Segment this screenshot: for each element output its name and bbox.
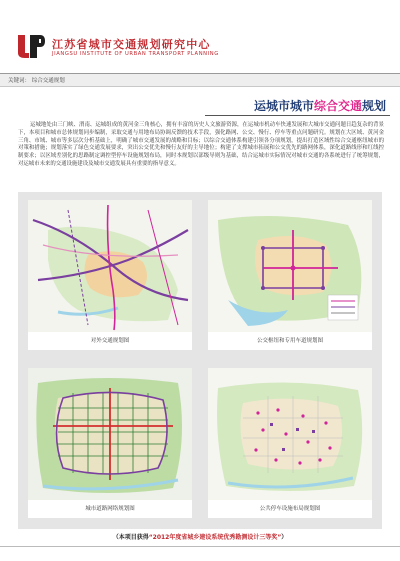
page-header [0,0,400,72]
keywords-bar [0,74,400,87]
award-name: “2012年度省城乡建设系统优秀勘测设计三等奖” [148,534,282,541]
map-caption: 城市道路网络规划图 [85,506,135,512]
bus-hub-map [208,200,372,332]
external-transport-map-panel [28,200,192,350]
title-suffix: 规划 [361,99,386,113]
map-caption: 对外交通规划图 [90,338,130,344]
external-transport-map [28,200,192,332]
public-parking-map-panel [208,368,372,518]
page-title [254,97,386,114]
footer-divider [0,546,400,547]
keywords-text: 关键词： 综合交通规划 [8,78,65,84]
road-network-map [28,368,192,500]
institute-logo-icon [16,33,46,59]
org-name-en: JIANGSU INSTITUTE OF URBAN TRANSPORT PLANNING [52,51,219,57]
org-name-cn: 江苏省城市交通规划研究中心 [52,38,211,51]
title-rule [205,115,390,116]
road-network-map-panel [28,368,192,518]
award-note [0,532,400,541]
bus-hub-map-panel [208,200,372,350]
map-caption: 公共停车设施布局规划图 [259,506,321,512]
project-description: 运城地处由三门峡、渭南、运城组成的黄河金三角核心，拥有丰富的历史人文旅游资源，在运城市机动车快速发展和大城市交通问题日趋复杂的背景下，本项目和城市总体规划同步编制，采取交通与用地布局协调反馈的技术手段，强化路网、公交、慢行、停车等重点问题研究。规划在大区域、黄河金三角、市域、城市等多层次分析基础上，明确了城市交通发展的战略和目标；以综合交通体系构建引领各分项规划，提出打造区域性综合交通枢纽城市的对策和措施；规划落实了绿色交通发展要求，突出公交优先和慢行友好的主导地位；构建了支撑城市拓展和公交优先的路网体系，深化道路线形和红线控制要求；以区域差别化的思路制定调控型停车设施规划布局，同时本规划以部级导则为基础，结合运城市实际情况对城市交通的各系统进行了统筹规划，对运城市未来的交通设施建设及城市交通发展具有重要的指导意义。 [18,122,384,167]
award-prefix: （本项目获得 [112,534,149,541]
map-gallery [18,192,382,529]
award-suffix: ） [281,534,288,541]
title-prefix: 运城市城市 [253,99,314,113]
title-highlight: 综合交通 [313,99,362,113]
public-parking-map [208,368,372,500]
map-caption: 公交枢纽和专用车道规划图 [256,338,323,344]
